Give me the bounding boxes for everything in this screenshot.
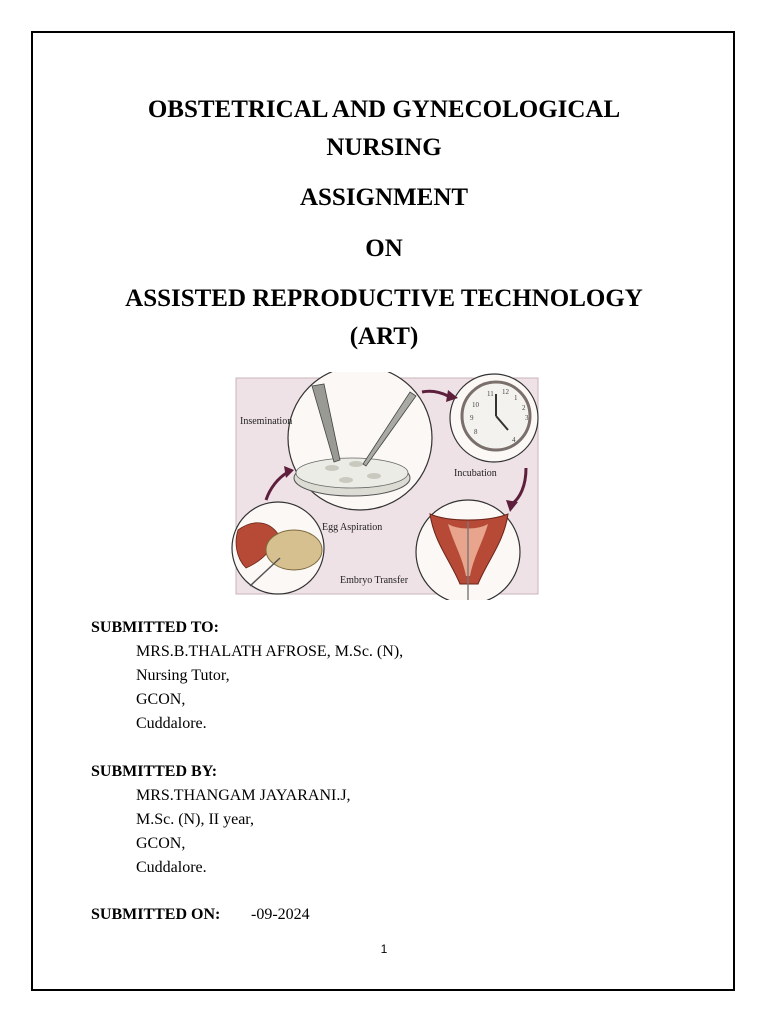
label-incubation: Incubation xyxy=(454,468,497,479)
svg-text:2: 2 xyxy=(522,404,526,412)
incubation-clock-illustration xyxy=(450,374,538,462)
submitted-by-line: Cuddalore. xyxy=(136,859,207,876)
submitted-to-line: GCON, xyxy=(136,691,186,708)
submitted-by-label: SUBMITTED BY: xyxy=(91,763,218,780)
title-line-2: NURSING xyxy=(326,134,442,161)
submitted-to-line: MRS.B.THALATH AFROSE, M.Sc. (N), xyxy=(136,643,404,660)
submitted-to-label: SUBMITTED TO: xyxy=(91,619,219,636)
art-process-illustration xyxy=(226,372,542,600)
page-number: 1 xyxy=(380,942,388,956)
label-insemination: Insemination xyxy=(240,416,293,427)
title-line-5: ASSISTED REPRODUCTIVE TECHNOLOGY xyxy=(125,285,643,312)
title-line-3: ASSIGNMENT xyxy=(299,184,469,211)
submitted-by-line: MRS.THANGAM JAYARANI.J, xyxy=(136,787,351,804)
svg-text:11: 11 xyxy=(487,390,494,398)
submitted-to-line: Cuddalore. xyxy=(136,715,207,732)
embryo-transfer-illustration xyxy=(416,500,520,600)
submitted-by-line: GCON, xyxy=(136,835,186,852)
svg-text:10: 10 xyxy=(472,401,479,409)
submitted-to-line: Nursing Tutor, xyxy=(136,667,230,684)
label-embryo-transfer: Embryo Transfer xyxy=(340,575,409,586)
svg-text:1: 1 xyxy=(514,394,518,402)
svg-text:12: 12 xyxy=(502,388,509,396)
egg-aspiration-illustration xyxy=(232,502,324,594)
submitted-by-line: M.Sc. (N), II year, xyxy=(136,811,254,828)
label-egg-aspiration: Egg Aspiration xyxy=(322,522,383,533)
title-line-1: OBSTETRICAL AND GYNECOLOGICAL xyxy=(147,96,621,123)
submitted-on-label: SUBMITTED ON: xyxy=(91,906,221,923)
svg-text:9: 9 xyxy=(470,414,474,422)
svg-text:8: 8 xyxy=(474,428,478,436)
title-line-4: ON xyxy=(365,235,403,262)
svg-text:3: 3 xyxy=(525,414,529,422)
insemination-illustration xyxy=(288,372,432,510)
svg-text:4: 4 xyxy=(512,436,516,444)
title-line-6: (ART) xyxy=(349,323,419,350)
submitted-on-date: -09-2024 xyxy=(251,906,310,923)
